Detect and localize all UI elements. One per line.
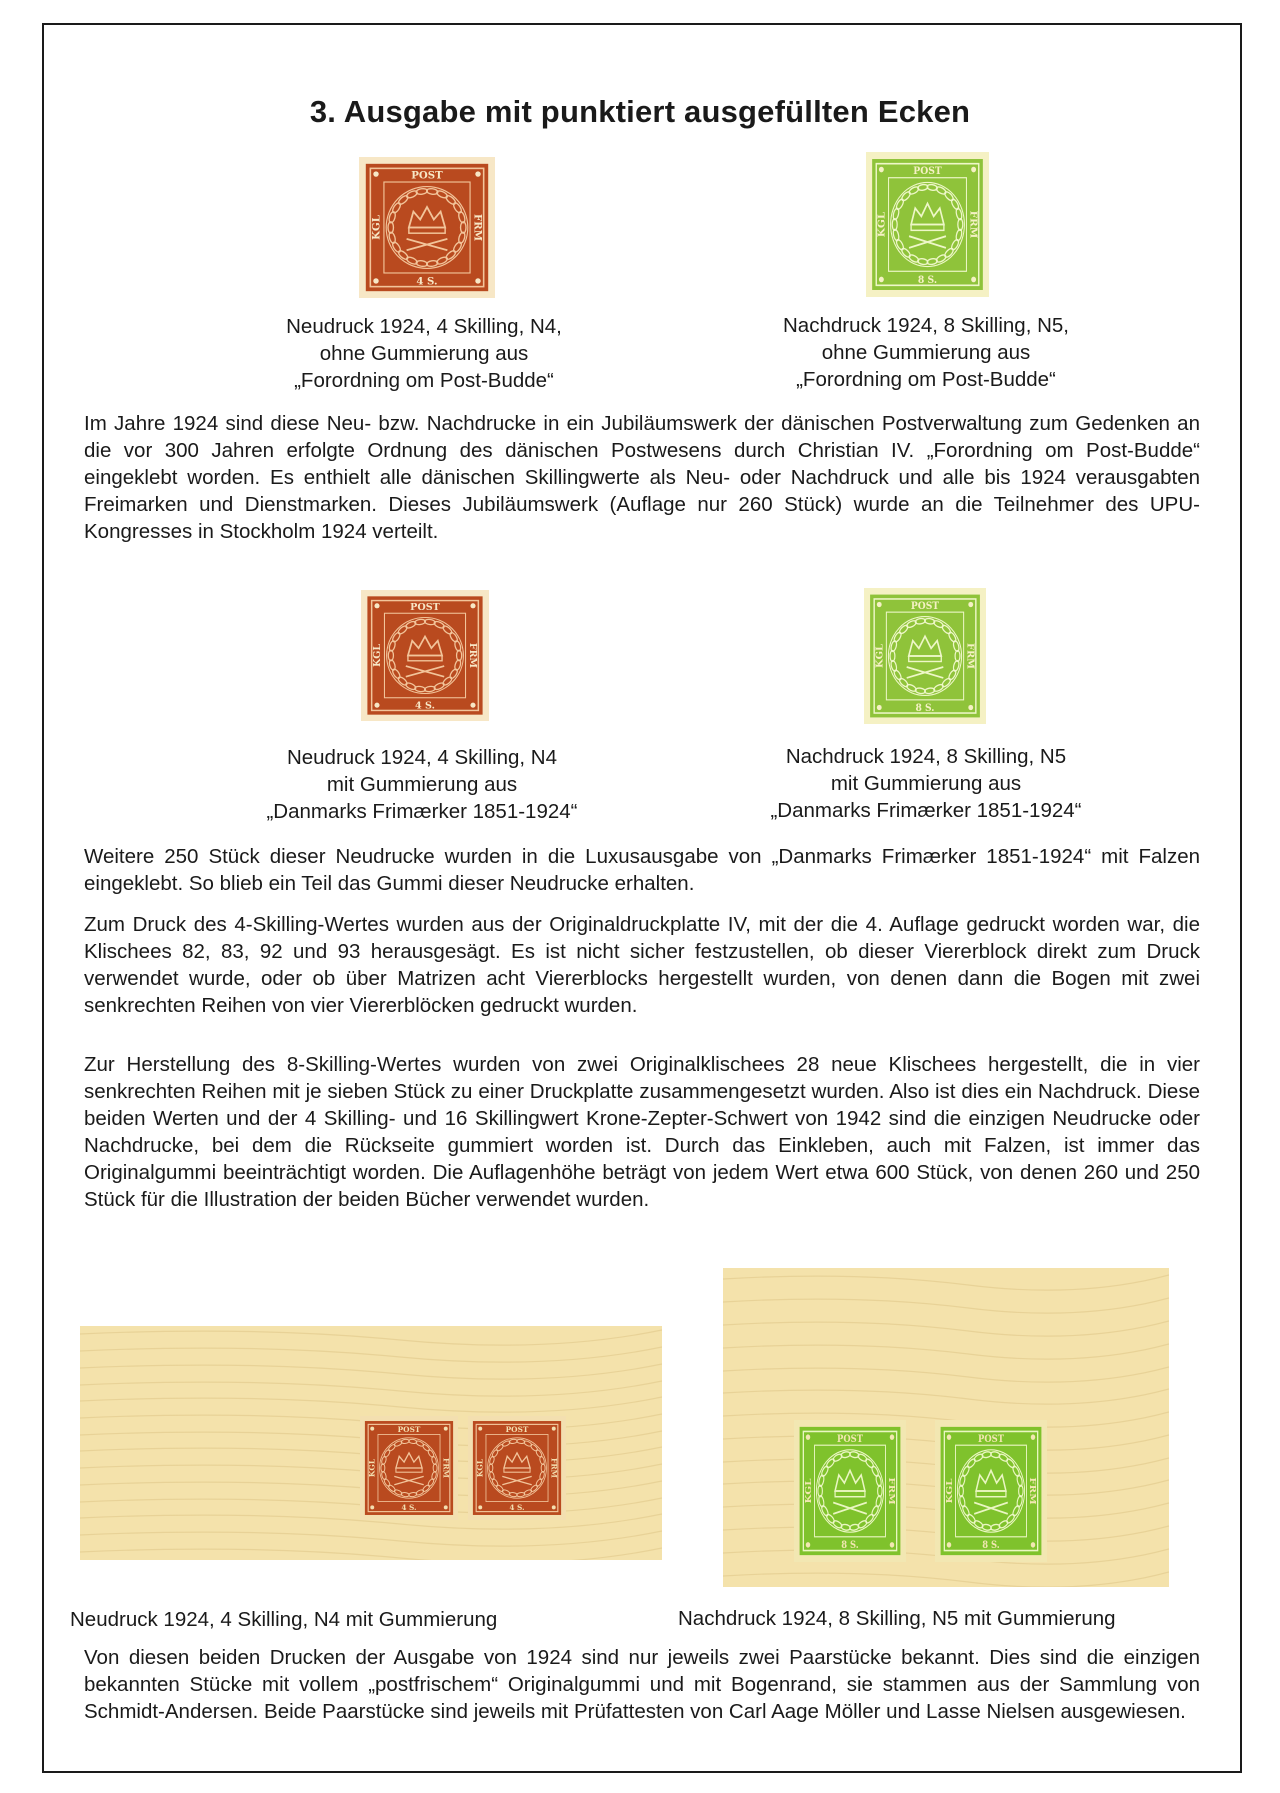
svg-text:POST: POST xyxy=(410,602,440,614)
svg-text:KGL: KGL xyxy=(475,1458,485,1478)
svg-text:KGL: KGL xyxy=(803,1478,814,1504)
pair-stamp-8-skilling-2 xyxy=(935,1420,1047,1562)
svg-text:KGL: KGL xyxy=(370,215,383,240)
svg-text:FRM: FRM xyxy=(549,1458,559,1478)
svg-text:POST: POST xyxy=(837,1432,863,1446)
svg-text:KGL: KGL xyxy=(944,1478,955,1504)
paragraph-8-skilling-printing: Zur Herstellung des 8-Skilling-Wertes wurden von zwei Originalklischees 28 neue Klischees hergestellt, die in vier senkrechten Reihen mit je sieben Stück zu einer Druckplatte zusammengesetzt wurden. Also ist dies ein Nachdruck. Diese beiden Werten und der 4 Skilling- und 16 Skillingwert Krone-Zepter-Schwert von 1942 sind die einzigen Neudrucke oder Nachdrucke, bei dem die Rückseite gummiert worden ist. Durch das Einkleben, auch mit Falzen, ist immer das Originalgummi beeinträchtigt worden. Die Auflagenhöhe beträgt von jedem Wert etwa 600 Stück, von denen 260 und 250 Stück für die Illustration der beiden Bücher verwendet wurden. xyxy=(84,1053,1200,1211)
sheet-margin-pair-8-skilling xyxy=(723,1268,1169,1587)
caption-n4-without-gum: Neudruck 1924, 4 Skilling, N4, ohne Gummierung aus „Forordning om Post-Budde“ xyxy=(286,315,562,392)
svg-text:4 S.: 4 S. xyxy=(415,700,435,712)
caption-n5-without-gum: Nachdruck 1924, 8 Skilling, N5, ohne Gummierung aus „Forordning om Post-Budde“ xyxy=(782,314,1069,391)
svg-text:KGL: KGL xyxy=(367,1458,377,1478)
svg-text:FRM: FRM xyxy=(886,1477,897,1505)
svg-text:KGL: KGL xyxy=(372,643,384,668)
svg-text:8 S.: 8 S. xyxy=(915,702,935,714)
caption-n4-with-gum: Neudruck 1924, 4 Skilling, N4 mit Gummierung aus „Danmarks Frimærker 1851-1924“ xyxy=(266,746,578,823)
svg-text:4 S.: 4 S. xyxy=(416,275,438,288)
caption-n5-with-gum: Nachdruck 1924, 8 Skilling, N5 mit Gummierung aus „Danmarks Frimærker 1851-1924“ xyxy=(770,745,1082,822)
paragraph-jubilee-work: Im Jahre 1924 sind diese Neu- bzw. Nachdrucke in ein Jubiläumswerk der dänischen Postverwaltung zum Gedenken an die vor 300 Jahren erfolgte Ordnung des dänischen Postwesens durch Christian IV. „Forordning om Post-Budde“ eingeklebt worden. Es enthielt alle dänischen Skillingwerte als Neu- oder Nachdruck und alle bis 1924 verausgabten Freimarken und Dienstmarken. Dieses Jubiläumswerk (Auflage nur 260 Stück) wurde an die Teilnehmer des UPU-Kongresses in Stockholm 1924 verteilt. xyxy=(84,412,1200,543)
svg-text:FRM: FRM xyxy=(471,213,484,242)
svg-text:POST: POST xyxy=(978,1432,1004,1446)
pair-stamp-8-skilling-1 xyxy=(794,1420,906,1562)
svg-text:FRM: FRM xyxy=(466,642,478,669)
svg-text:FRM: FRM xyxy=(967,210,979,239)
pair-stamp-4-skilling-2 xyxy=(468,1416,566,1520)
svg-text:FRM: FRM xyxy=(441,1458,451,1478)
svg-text:KGL: KGL xyxy=(876,211,888,238)
caption-pair-n5: Nachdruck 1924, 8 Skilling, N5 mit Gummierung xyxy=(678,1607,1116,1630)
svg-text:FRM: FRM xyxy=(964,642,976,670)
svg-text:8 S.: 8 S. xyxy=(917,274,938,287)
paragraph-known-pairs: Von diesen beiden Drucken der Ausgabe von 1924 sind nur jeweils zwei Paarstücke bekannt. Dies sind die einzigen bekannten Stücke mit vollem „postfrischem“ Originalgummi und mit Bogenrand, sie stammen aus der Sammlung von Schmidt-Andersen. Beide Paarstücke sind jeweils mit Prüfattesten von Carl Aage Möller und Lasse Nielsen ausgewiesen. xyxy=(84,1646,1200,1723)
caption-pair-n4: Neudruck 1924, 4 Skilling, N4 mit Gummierung xyxy=(70,1608,498,1631)
svg-text:POST: POST xyxy=(505,1424,529,1434)
stamp-4-skilling-red xyxy=(359,157,495,298)
svg-text:4 S.: 4 S. xyxy=(401,1502,417,1512)
stamp-8-skilling-green xyxy=(866,152,989,297)
paragraph-luxury-edition: Weitere 250 Stück dieser Neudrucke wurden in die Luxusausgabe von „Danmarks Frimærker 1851-1924“ mit Falzen eingeklebt. So blieb ein Teil das Gummi dieser Neudrucke erhalten. xyxy=(84,845,1200,895)
svg-text:POST: POST xyxy=(913,165,942,178)
svg-text:4 S.: 4 S. xyxy=(509,1502,525,1512)
sheet-margin-pair-4-skilling xyxy=(80,1326,662,1560)
svg-text:FRM: FRM xyxy=(1027,1477,1038,1505)
paragraph-4-skilling-printing: Zum Druck des 4-Skilling-Wertes wurden aus der Originaldruckplatte IV, mit der die 4. Auflage gedruckt worden war, die Klischees 82, 83, 92 und 93 herausgesägt. Es ist nicht sicher festzustellen, ob dieser Viererblock direkt zum Druck verwendet wurde, oder ob über Matrizen acht Viererblocks hergestellt wurden, von denen dann die Bogen mit zwei senkrechten Reihen von vier Viererblöcken gedruckt wurden. xyxy=(84,913,1200,1017)
svg-text:8 S.: 8 S. xyxy=(982,1539,1000,1552)
svg-text:POST: POST xyxy=(910,600,940,612)
page-title: 3. Ausgabe mit punktiert ausgefüllten Ecken xyxy=(309,94,971,129)
svg-text:8 S.: 8 S. xyxy=(841,1539,859,1552)
stamp-4-skilling-red-gummed xyxy=(361,590,489,721)
pair-stamp-4-skilling-1 xyxy=(360,1416,458,1520)
stamp-8-skilling-green-gummed xyxy=(864,588,986,724)
svg-text:POST: POST xyxy=(411,169,443,182)
svg-text:KGL: KGL xyxy=(874,644,886,668)
svg-text:POST: POST xyxy=(397,1424,421,1434)
